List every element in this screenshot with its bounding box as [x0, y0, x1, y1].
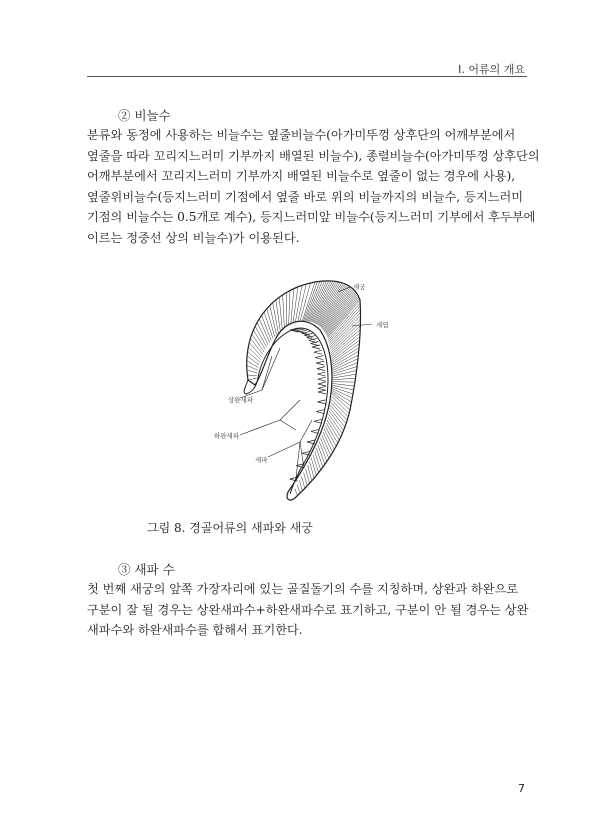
gill-filament-line: [332, 378, 355, 380]
gill-filament-line: [252, 334, 264, 352]
gill-filament-line: [331, 392, 350, 406]
gill-raker: [315, 356, 323, 360]
paragraph-raker-count: [87, 579, 529, 641]
section-heading-raker-count: ③ 새파 수: [118, 562, 175, 577]
gill-filament-line: [257, 322, 268, 345]
gill-raker: [318, 390, 326, 394]
text-line: 첫 번째 새궁의 앞쪽 가장자리에 있는 골질돌기의 수를 지칭하며, 상완과 하완으로: [87, 582, 519, 596]
label-gill-filament: 새엽: [376, 321, 389, 329]
gill-filament-line: [315, 451, 321, 470]
gill-filament-line: [248, 378, 257, 380]
text-line: 옆줄위비늘수(등지느러미 기점에서 옆줄 바로 위의 비늘까지의 비늘수, 등지느러미: [87, 189, 524, 204]
gill-filament-line: [332, 355, 358, 369]
gill-filament-line: [304, 473, 308, 486]
gill-filament-line: [283, 295, 285, 328]
gill-raker: [316, 410, 324, 414]
gill-filament-line: [330, 319, 360, 349]
gill-filament-line: [247, 361, 259, 368]
gill-raker: [318, 377, 326, 381]
page-number: 7: [518, 782, 525, 795]
gill-filament-line: [255, 326, 267, 347]
gill-filament-line: [323, 432, 333, 453]
gill-raker: [318, 400, 326, 404]
label-gill-arch: 새궁: [353, 283, 366, 291]
gill-filament-line: [331, 399, 348, 417]
gill-filament-line: [247, 370, 257, 373]
gill-filament-line: [327, 420, 339, 440]
gill-filament-line: [313, 455, 319, 473]
header-rule: [87, 76, 527, 77]
gill-arch-tail: [244, 378, 258, 394]
gill-filament-line: [324, 429, 334, 450]
gill-raker: [311, 429, 319, 433]
gill-filament-line: [253, 330, 265, 350]
text-line: 새파수와 하완새파수를 합해서 표기한다.: [87, 623, 303, 637]
text-line: 어깨부분에서 꼬리지느러미 기부까지 배열된 비늘수로 옆줄이 없는 경우에 사용),: [87, 169, 516, 183]
gill-raker: [314, 350, 322, 354]
gill-raker: [312, 345, 320, 349]
label-lower-rakers: 하완새파: [214, 432, 240, 440]
gill-filament-line: [332, 387, 353, 394]
gill-filament-line: [331, 402, 348, 420]
gill-filament-line: [273, 303, 279, 333]
gill-filament-line: [306, 281, 322, 321]
gill-filament-line: [289, 290, 290, 325]
text-line: 기점의 비늘수는 0.5개로 계수), 등지느러미앞 비늘수(등지느러미 기부에서 후두부에: [87, 210, 536, 224]
gill-filament-line: [302, 476, 305, 488]
gill-filament-line: [316, 283, 342, 324]
gill-filament-line: [326, 294, 358, 333]
gill-raker: [307, 440, 315, 444]
label-rakers: 새파: [255, 456, 268, 464]
gill-filament-line: [328, 417, 341, 437]
gill-raker: [318, 386, 326, 390]
running-head: I. 어류의 개요: [458, 63, 525, 76]
gill-filament-line: [332, 374, 356, 378]
gill-filament-line: [295, 489, 298, 496]
gill-filament-line: [332, 388, 353, 398]
gill-filament-line: [299, 480, 302, 491]
text-line: 이르는 정중선 상의 비늘수)가 이용된다.: [87, 230, 300, 245]
gill-filament-line: [331, 337, 359, 359]
gill-raker: [317, 372, 325, 376]
gill-filament-line: [331, 329, 360, 355]
gill-raker: [314, 419, 322, 423]
paragraph-scale-count: [87, 125, 540, 248]
gill-raker: [318, 382, 326, 386]
gill-filament-line: [297, 484, 300, 493]
text-line: 구분이 잘 될 경우는 상완새파수+하완새파수로 표기하고, 구분이 안 될 경우는 상완: [87, 602, 529, 617]
gill-raker: [317, 367, 325, 371]
gill-arch-illustration: [200, 270, 415, 510]
section-heading-scale-count: ② 비늘수: [118, 108, 171, 123]
gill-filament-line: [302, 282, 315, 321]
gill-filament-line: [311, 458, 316, 475]
label-upper-rakers: 상완새파: [228, 396, 254, 404]
gill-filament-line: [316, 448, 323, 467]
gill-filament-line: [332, 348, 359, 365]
gill-filament-line: [309, 462, 314, 479]
gill-filament-line: [247, 356, 259, 365]
gill-filament-line: [326, 423, 338, 443]
gill-filament-line: [332, 359, 358, 371]
gill-raker: [316, 361, 324, 365]
gill-filament-line: [247, 375, 256, 376]
figure-caption: 그림 8. 경골어류의 새파와 새궁: [147, 521, 313, 535]
text-line: 옆줄을 따라 꼬리지느러미 기부까지 배열된 비늘수), 종렬비늘수(아가미뚜껑 상후단의: [87, 148, 540, 163]
gill-filament-line: [325, 426, 336, 446]
text-line: 분류와 동정에 사용하는 비늘수는 옆줄비늘수(아가미뚜껑 상후단의 어깨부분에서: [87, 128, 516, 142]
